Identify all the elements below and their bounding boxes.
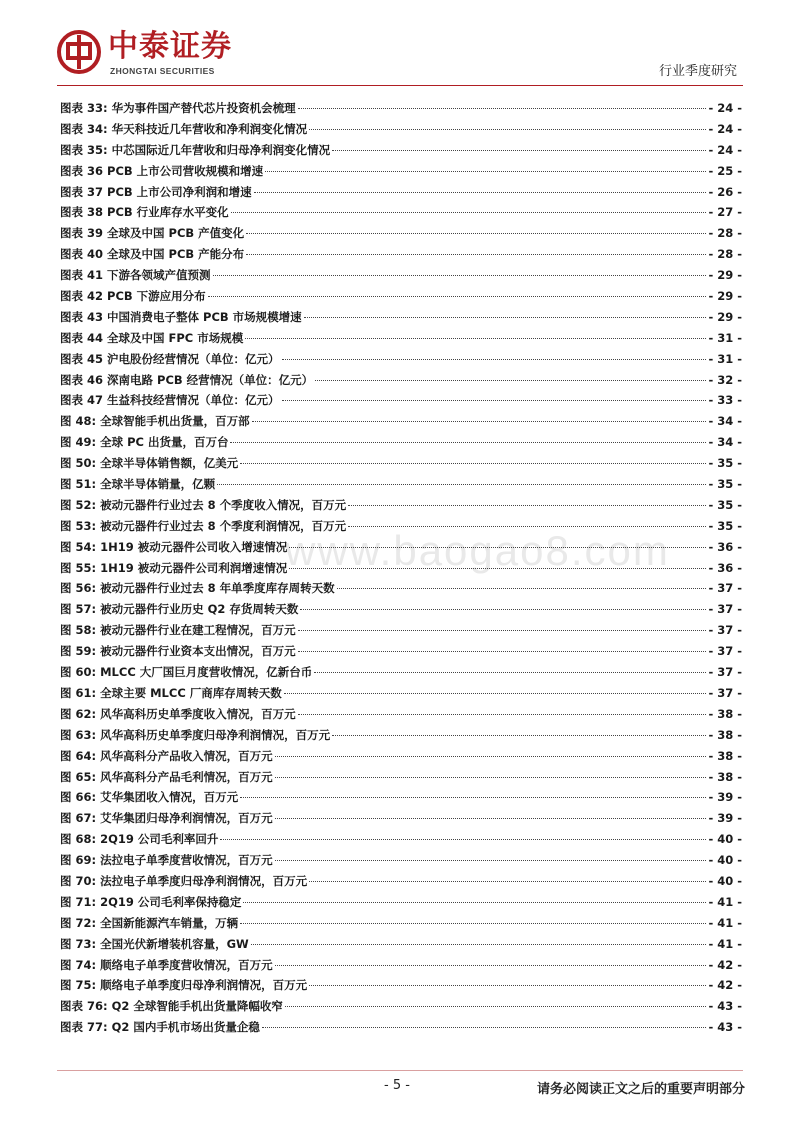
toc-entry-page: - 41 - [708, 936, 742, 951]
toc-entry-page: - 37 - [708, 623, 742, 638]
toc-entry-page: - 28 - [708, 226, 742, 241]
toc-entry-leader [284, 693, 707, 694]
toc-entry-leader [309, 881, 706, 882]
toc-entry-page: - 31 - [708, 330, 742, 345]
toc-entry-leader [230, 442, 706, 443]
toc-entry-title: 全球 PC 出货量，百万台 [100, 435, 229, 450]
toc-entry-leader [245, 338, 706, 339]
toc-entry-page: - 24 - [708, 121, 742, 136]
toc-entry[interactable] [60, 599, 742, 620]
toc-entry-page: - 34 - [708, 414, 742, 429]
toc-entry-page: - 24 - [708, 142, 742, 157]
toc-entry[interactable] [60, 390, 742, 411]
toc-entry-title: 法拉电子单季度归母净利润情况，百万元 [100, 873, 308, 888]
toc-entry-leader [275, 860, 707, 861]
toc-entry[interactable] [60, 349, 742, 370]
toc-entry-title: 全球及中国 FPC 市场规模 [107, 330, 244, 345]
toc-entry-leader [265, 171, 706, 172]
toc-entry-leader [213, 275, 707, 276]
toc-entry-label: 图表 33: [60, 101, 108, 115]
toc-entry[interactable] [60, 244, 742, 265]
toc-entry-title: 华天科技近几年营收和净利润变化情况 [111, 121, 308, 136]
toc-entry-page: - 27 - [708, 205, 742, 220]
toc-entry-title: 全球及中国 PCB 产能分布 [107, 247, 245, 262]
toc-entry-leader [240, 463, 706, 464]
toc-entry[interactable] [60, 913, 742, 934]
toc-entry-title: 全国新能源汽车销量，万辆 [100, 915, 239, 930]
logo-chinese-name: 中泰证券 [108, 29, 232, 64]
toc-entry-leader [262, 1027, 707, 1028]
toc-entry[interactable] [60, 265, 742, 286]
toc-entry[interactable] [60, 223, 742, 244]
toc-entry-title: 全球半导体销售额，亿美元 [100, 456, 239, 471]
toc-entry-title: PCB 行业库存水平变化 [107, 205, 229, 220]
toc-entry-label: 图 74: [60, 957, 97, 972]
toc-entry[interactable] [60, 955, 742, 976]
toc-entry-leader [337, 588, 707, 589]
toc-entry[interactable] [60, 996, 742, 1017]
toc-entry[interactable] [60, 411, 742, 432]
toc-entry[interactable] [60, 516, 742, 537]
toc-entry[interactable] [60, 182, 742, 203]
report-type: 行业季度研究 [658, 64, 737, 79]
toc-entry-page: - 37 - [708, 581, 742, 596]
toc-entry-title: 中芯国际近几年营收和归母净利润变化情况 [111, 142, 331, 157]
toc-entry-leader [298, 108, 707, 109]
toc-entry-title: 下游各领域产值预测 [107, 268, 211, 283]
toc-entry-title: 1H19 被动元器件公司利润增速情况 [100, 560, 288, 575]
toc-entry-page: - 35 - [708, 477, 742, 492]
toc-entry-label: 图 53: [60, 518, 97, 533]
toc-entry[interactable] [60, 829, 742, 850]
toc-entry-label: 图 62: [60, 706, 97, 721]
toc-entry[interactable] [60, 641, 742, 662]
toc-entry[interactable] [60, 683, 742, 704]
toc-entry[interactable] [60, 328, 742, 349]
toc-entry-title: 风华高科分产品毛利情况，百万元 [100, 769, 273, 784]
toc-entry-page: - 38 - [708, 706, 742, 721]
toc-entry-label: 图 61: [60, 685, 97, 700]
toc-entry-leader [315, 380, 706, 381]
toc-entry[interactable] [60, 704, 742, 725]
toc-entry-page: - 41 - [708, 894, 742, 909]
toc-entry-leader [240, 923, 706, 924]
toc-entry-title: 法拉电子单季度营收情况，百万元 [100, 853, 273, 868]
toc-entry[interactable] [60, 161, 742, 182]
toc-entry-label: 图 50: [60, 456, 97, 471]
toc-entry-title: 2Q19 公司毛利率回升 [100, 832, 219, 847]
toc-entry-label: 图表 76: [60, 999, 108, 1014]
toc-entry-label: 图 54: [60, 539, 97, 554]
toc-entry[interactable] [60, 934, 742, 955]
toc-entry-title: Q2 国内手机市场出货量企稳 [111, 1020, 260, 1035]
toc-entry-leader [332, 735, 706, 736]
toc-entry-page: - 25 - [708, 163, 742, 178]
toc-entry-title: 沪电股份经营情况（单位：亿元） [107, 351, 280, 366]
toc-entry-label: 图 65: [60, 769, 97, 784]
logo-english-name: ZHONGTAI SECURITIES [110, 66, 215, 76]
toc-entry-leader [298, 651, 707, 652]
toc-entry-label: 图 75: [60, 978, 97, 993]
zhongtai-logo-icon [57, 30, 101, 74]
toc-entry-page: - 26 - [708, 184, 742, 199]
toc-entry-title: 顺络电子单季度归母净利润情况，百万元 [100, 978, 308, 993]
toc-entry-leader [309, 129, 706, 130]
toc-entry-label: 图表 39 [60, 226, 104, 241]
toc-entry-page: - 29 - [708, 268, 742, 283]
toc-entry-page: - 38 - [708, 769, 742, 784]
toc-entry-label: 图 66: [60, 790, 97, 805]
toc-entry-page: - 24 - [708, 101, 742, 115]
toc-entry-label: 图 67: [60, 811, 97, 826]
toc-entry-leader [348, 526, 706, 527]
toc-entry-label: 图 63: [60, 727, 97, 742]
toc-entry-leader [332, 150, 706, 151]
toc-entry[interactable] [60, 119, 742, 140]
toc-entry-page: - 31 - [708, 351, 742, 366]
toc-entry-label: 图表 45 [60, 351, 104, 366]
toc-entry-title: Q2 全球智能手机出货量降幅收窄 [111, 999, 283, 1014]
toc-entry-title: 全球智能手机出货量，百万部 [100, 414, 250, 429]
disclaimer-note: 请务必阅读正文之后的重要声明部分 [536, 1082, 745, 1097]
page-header [0, 0, 800, 90]
toc-entry-page: - 40 - [708, 873, 742, 888]
toc-entry-label: 图 69: [60, 853, 97, 868]
toc-entry-title: 全球主要 MLCC 厂商库存周转天数 [100, 685, 282, 700]
toc-entry-page: - 38 - [708, 748, 742, 763]
toc-entry-leader [220, 839, 706, 840]
toc-entry-page: - 40 - [708, 853, 742, 868]
toc-entry-leader [251, 944, 707, 945]
toc-entry-page: - 28 - [708, 247, 742, 262]
toc-entry-page: - 29 - [708, 309, 742, 324]
toc-entry-title: 风华高科历史单季度收入情况，百万元 [100, 706, 296, 721]
toc-entry-page: - 36 - [708, 539, 742, 554]
toc-entry-leader [217, 484, 706, 485]
toc-entry-title: 被动元器件行业过去 8 个季度收入情况，百万元 [100, 497, 347, 512]
toc-entry-leader [314, 672, 706, 673]
toc-entry[interactable] [60, 202, 742, 223]
toc-entry-label: 图 72: [60, 915, 97, 930]
toc-entry-title: 华为事件国产替代芯片投资机会梳理 [111, 101, 296, 115]
toc-entry-title: 1H19 被动元器件公司收入增速情况 [100, 539, 288, 554]
toc-entry[interactable] [60, 432, 742, 453]
toc-entry-label: 图表 41 [60, 268, 104, 283]
toc-entry-label: 图 49: [60, 435, 97, 450]
toc-entry-leader [275, 777, 707, 778]
toc-entry-page: - 37 - [708, 665, 742, 680]
toc-entry-leader [275, 818, 707, 819]
toc-entry-label: 图 52: [60, 497, 97, 512]
toc-entry[interactable] [60, 808, 742, 829]
toc-entry-page: - 42 - [708, 978, 742, 993]
toc-entry-title: PCB 下游应用分布 [107, 289, 206, 304]
toc-entry-page: - 35 - [708, 497, 742, 512]
toc-entry-title: 被动元器件行业在建工程情况，百万元 [100, 623, 296, 638]
toc-entry-page: - 32 - [708, 372, 742, 387]
toc-entry[interactable] [60, 453, 742, 474]
toc-entry-title: PCB 上市公司营收规模和增速 [107, 163, 264, 178]
toc-entry-label: 图 68: [60, 832, 97, 847]
toc-entry-title: 风华高科历史单季度归母净利润情况，百万元 [100, 727, 331, 742]
toc-entry-label: 图表 44 [60, 330, 104, 345]
toc-entry-leader [246, 254, 706, 255]
toc-entry-leader [282, 359, 707, 360]
toc-entry-page: - 37 - [708, 602, 742, 617]
toc-entry-title: 全国光伏新增装机容量，GW [100, 936, 249, 951]
toc-entry[interactable] [60, 307, 742, 328]
toc-entry-label: 图表 36 [60, 163, 104, 178]
toc-entry-label: 图表 42 [60, 289, 104, 304]
toc-entry-label: 图 71: [60, 894, 97, 909]
header-divider [57, 85, 743, 86]
toc-entry[interactable] [60, 620, 742, 641]
toc-entry-title: 被动元器件行业资本支出情况，百万元 [100, 644, 296, 659]
toc-entry-title: 2Q19 公司毛利率保持稳定 [100, 894, 242, 909]
toc-entry-leader [252, 421, 707, 422]
toc-entry[interactable] [60, 850, 742, 871]
toc-entry-title: 艾华集团归母净利润情况，百万元 [100, 811, 273, 826]
toc-entry-page: - 38 - [708, 727, 742, 742]
toc-entry[interactable] [60, 892, 742, 913]
toc-entry-leader [304, 317, 707, 318]
toc-entry-label: 图 48: [60, 414, 97, 429]
toc-entry-page: - 35 - [708, 518, 742, 533]
toc-entry-label: 图 57: [60, 602, 97, 617]
toc-entry-page: - 34 - [708, 435, 742, 450]
toc-entry-page: - 37 - [708, 685, 742, 700]
toc-entry-label: 图表 77: [60, 1020, 108, 1035]
toc-entry-leader [309, 985, 706, 986]
toc-entry-title: 全球半导体销量，亿颗 [100, 477, 216, 492]
toc-entry-label: 图表 43 [60, 309, 104, 324]
toc-entry[interactable] [60, 767, 742, 788]
toc-entry-leader [243, 902, 706, 903]
toc-entry-leader [282, 400, 707, 401]
toc-entry-leader [289, 568, 706, 569]
toc-entry[interactable] [60, 662, 742, 683]
toc-entry-leader [298, 714, 707, 715]
toc-entry-label: 图 73: [60, 936, 97, 951]
toc-entry-title: 全球及中国 PCB 产值变化 [107, 226, 245, 241]
toc-entry[interactable] [60, 286, 742, 307]
toc-entry-title: 被动元器件行业历史 Q2 存货周转天数 [100, 602, 299, 617]
toc-entry-leader [231, 212, 707, 213]
toc-entry-page: - 43 - [708, 1020, 742, 1035]
toc-entry-page: - 40 - [708, 832, 742, 847]
toc-entry-leader [208, 296, 707, 297]
toc-entry-label: 图表 35: [60, 142, 108, 157]
toc-entry-leader [298, 630, 707, 631]
toc-entry[interactable] [60, 725, 742, 746]
toc-entry[interactable] [60, 787, 742, 808]
toc-entry[interactable] [60, 537, 742, 558]
toc-entry[interactable] [60, 746, 742, 767]
toc-entry-leader [285, 1006, 707, 1007]
toc-entry[interactable] [60, 578, 742, 599]
toc-entry-label: 图表 34: [60, 121, 108, 136]
toc-entry-label: 图 64: [60, 748, 97, 763]
toc-entry-page: - 41 - [708, 915, 742, 930]
toc-entry-title: 风华高科分产品收入情况，百万元 [100, 748, 273, 763]
toc-entry-label: 图表 37 [60, 184, 104, 199]
toc-entry[interactable] [60, 975, 742, 996]
toc-entry-leader [300, 609, 706, 610]
toc-entry-leader [246, 233, 706, 234]
toc-entry[interactable] [60, 495, 742, 516]
toc-entry[interactable] [60, 1017, 742, 1038]
toc-entry-leader [289, 547, 706, 548]
toc-entry[interactable] [60, 474, 742, 495]
figure-index-list [60, 98, 742, 1038]
toc-entry-label: 图 58: [60, 623, 97, 638]
toc-entry[interactable] [60, 370, 742, 391]
toc-entry-leader [275, 965, 707, 966]
toc-entry-title: 生益科技经营情况（单位：亿元） [107, 393, 280, 408]
toc-entry-page: - 35 - [708, 456, 742, 471]
footer-divider [57, 1070, 743, 1071]
toc-entry-title: 中国消费电子整体 PCB 市场规模增速 [107, 309, 302, 324]
toc-entry-page: - 39 - [708, 811, 742, 826]
toc-entry-page: - 43 - [708, 999, 742, 1014]
toc-entry-label: 图 70: [60, 873, 97, 888]
toc-entry[interactable] [60, 558, 742, 579]
toc-entry-label: 图 55: [60, 560, 97, 575]
toc-entry-title: MLCC 大厂国巨月度营收情况，亿新台币 [100, 665, 313, 680]
toc-entry-label: 图表 40 [60, 247, 104, 262]
toc-entry-page: - 29 - [708, 289, 742, 304]
toc-entry-page: - 37 - [708, 644, 742, 659]
toc-entry[interactable] [60, 140, 742, 161]
toc-entry-title: 艾华集团收入情况，百万元 [100, 790, 239, 805]
toc-entry-title: 顺络电子单季度营收情况，百万元 [100, 957, 273, 972]
page-number: - 5 - [384, 1078, 410, 1093]
toc-entry-label: 图 60: [60, 665, 97, 680]
toc-entry-page: - 36 - [708, 560, 742, 575]
toc-entry-title: PCB 上市公司净利润和增速 [107, 184, 252, 199]
toc-entry-page: - 39 - [708, 790, 742, 805]
toc-entry-title: 深南电路 PCB 经营情况（单位：亿元） [107, 372, 314, 387]
toc-entry-label: 图 51: [60, 477, 97, 492]
toc-entry-page: - 33 - [708, 393, 742, 408]
toc-entry[interactable] [60, 871, 742, 892]
toc-entry-label: 图 56: [60, 581, 97, 596]
toc-entry[interactable] [60, 98, 742, 119]
watermark: www.baogao8.com [285, 527, 670, 574]
toc-entry-leader [254, 192, 707, 193]
toc-entry-title: 被动元器件行业过去 8 个季度利润情况，百万元 [100, 518, 347, 533]
toc-entry-label: 图表 47 [60, 393, 104, 408]
toc-entry-label: 图表 46 [60, 372, 104, 387]
toc-entry-leader [348, 505, 706, 506]
toc-entry-leader [275, 756, 707, 757]
toc-entry-leader [240, 797, 706, 798]
toc-entry-title: 被动元器件行业过去 8 年单季度库存周转天数 [100, 581, 335, 596]
toc-entry-page: - 42 - [708, 957, 742, 972]
toc-entry-label: 图表 38 [60, 205, 104, 220]
toc-entry-label: 图 59: [60, 644, 97, 659]
